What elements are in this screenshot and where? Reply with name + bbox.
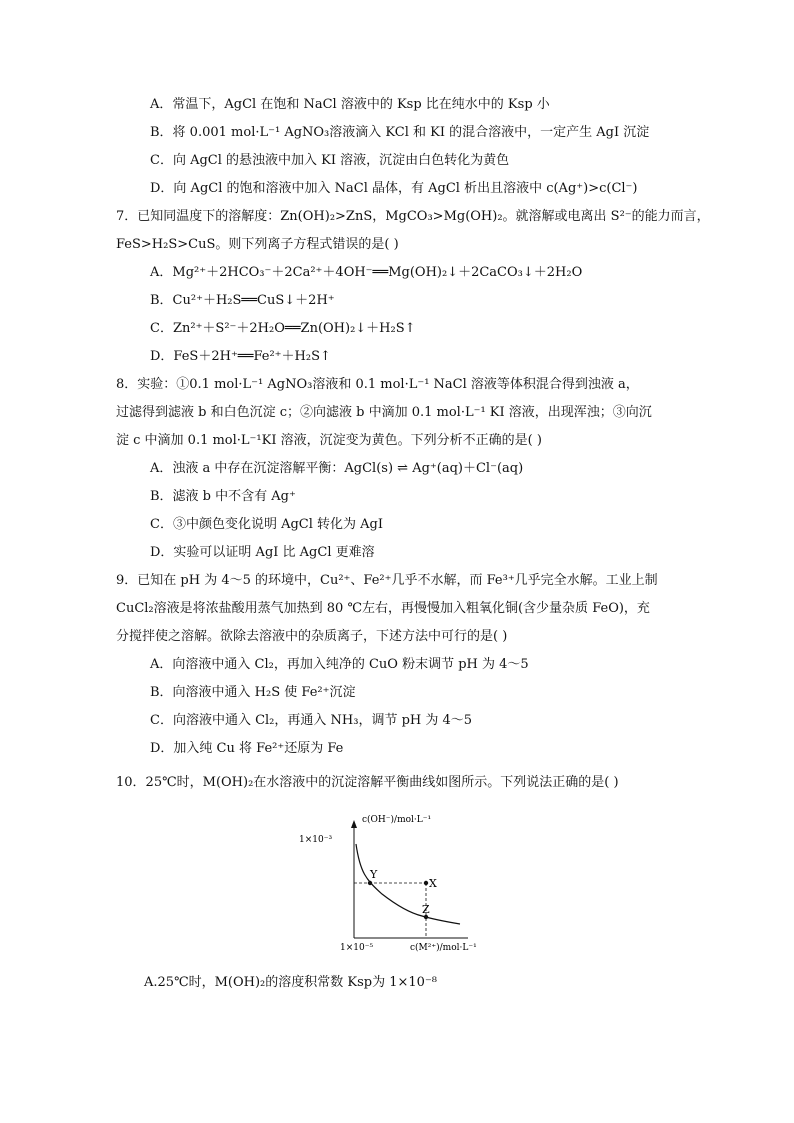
- q6-option-a: A．常温下，AgCl 在饱和 NaCl 溶液中的 Ksp 比在纯水中的 Ksp 小: [150, 97, 550, 112]
- q9-stem-line1: 9．已知在 pH 为 4～5 的环境中，Cu²⁺、Fe²⁺几乎不水解，而 Fe³⁺几乎完全水解。工业上制: [116, 573, 658, 588]
- label-x: X: [429, 877, 437, 890]
- label-y: Y: [370, 868, 378, 881]
- point-y: [368, 881, 372, 885]
- q8-stem-line3: 淀 c 中滴加 0.1 mol·L⁻¹KI 溶液，沉淀变为黄色。下列分析不正确的是( ): [116, 433, 542, 448]
- q7-option-a: A．Mg²⁺＋2HCO₃⁻＋2Ca²⁺＋4OH⁻══Mg(OH)₂↓＋2CaCO₃↓＋2H₂O: [150, 265, 583, 280]
- q6-option-d: D．向 AgCl 的饱和溶液中加入 NaCl 晶体，有 AgCl 析出且溶液中 c(Ag⁺)>c(Cl⁻): [150, 181, 638, 196]
- q8-stem-line1: 8．实验：①0.1 mol·L⁻¹ AgNO₃溶液和 0.1 mol·L⁻¹ NaCl 溶液等体积混合得到浊液 a，: [116, 377, 639, 392]
- y-axis-arrow-icon: [351, 820, 357, 828]
- label-z: Z: [422, 903, 430, 916]
- q9-option-c: C．向溶液中通入 Cl₂，再通入 NH₃，调节 pH 为 4～5: [150, 713, 473, 728]
- q9-option-d: D．加入纯 Cu 将 Fe²⁺还原为 Fe: [150, 741, 344, 756]
- q7-stem-line2: FeS>H₂S>CuS。则下列离子方程式错误的是( ): [116, 237, 399, 252]
- y-axis-label: c(OH⁻)/mol·L⁻¹: [362, 815, 432, 825]
- q6-option-c: C．向 AgCl 的悬浊液中加入 KI 溶液，沉淀由白色转化为黄色: [150, 153, 510, 168]
- q10-stem-line1: 10．25℃时，M(OH)₂在水溶液中的沉淀溶解平衡曲线如图所示。下列说法正确的是( ): [116, 775, 619, 790]
- y-tick-label: 1×10⁻³: [299, 835, 333, 845]
- q9-option-b: B．向溶液中通入 H₂S 使 Fe²⁺沉淀: [150, 685, 356, 700]
- q8-option-a: A．浊液 a 中存在沉淀溶解平衡：AgCl(s) ⇌ Ag⁺(aq)＋Cl⁻(aq): [150, 461, 524, 476]
- q7-option-d: D．FeS＋2H⁺══Fe²⁺＋H₂S↑: [150, 349, 331, 364]
- q7-stem-line1: 7．已知同温度下的溶解度：Zn(OH)₂>ZnS，MgCO₃>Mg(OH)₂。就溶解或电离出 S²⁻的能力而言，: [116, 209, 710, 224]
- q8-option-b: B．滤液 b 中不含有 Ag⁺: [150, 489, 296, 504]
- q8-option-d: D．实验可以证明 AgI 比 AgCl 更难溶: [150, 545, 375, 560]
- q10-option-a: A.25℃时，M(OH)₂的溶度积常数 Ksp为 1×10⁻⁸: [144, 975, 438, 990]
- x-tick-label: 1×10⁻⁵: [340, 943, 374, 953]
- solubility-equilibrium-figure: [296, 810, 506, 960]
- q9-stem-line2: CuCl₂溶液是将浓盐酸用蒸气加热到 80 ℃左右，再慢慢加入粗氧化铜(含少量杂质 FeO)，充: [116, 601, 650, 616]
- point-x: [424, 881, 428, 885]
- q6-option-b: B．将 0.001 mol·L⁻¹ AgNO₃溶液滴入 KCl 和 KI 的混合溶液中，一定产生 AgI 沉淀: [150, 125, 650, 140]
- q9-stem-line3: 分搅拌使之溶解。欲除去溶液中的杂质离子，下述方法中可行的是( ): [116, 629, 508, 644]
- q8-stem-line2: 过滤得到滤液 b 和白色沉淀 c；②向滤液 b 中滴加 0.1 mol·L⁻¹ KI 溶液，出现浑浊；③向沉: [116, 405, 652, 420]
- q7-option-b: B．Cu²⁺＋H₂S══CuS↓＋2H⁺: [150, 293, 335, 308]
- q7-option-c: C．Zn²⁺＋S²⁻＋2H₂O══Zn(OH)₂↓＋H₂S↑: [150, 321, 416, 336]
- q8-option-c: C．③中颜色变化说明 AgCl 转化为 AgI: [150, 517, 384, 532]
- q9-option-a: A．向溶液中通入 Cl₂，再加入纯净的 CuO 粉末调节 pH 为 4～5: [150, 657, 529, 672]
- x-axis-label: c(M²⁺)/mol·L⁻¹: [410, 943, 477, 953]
